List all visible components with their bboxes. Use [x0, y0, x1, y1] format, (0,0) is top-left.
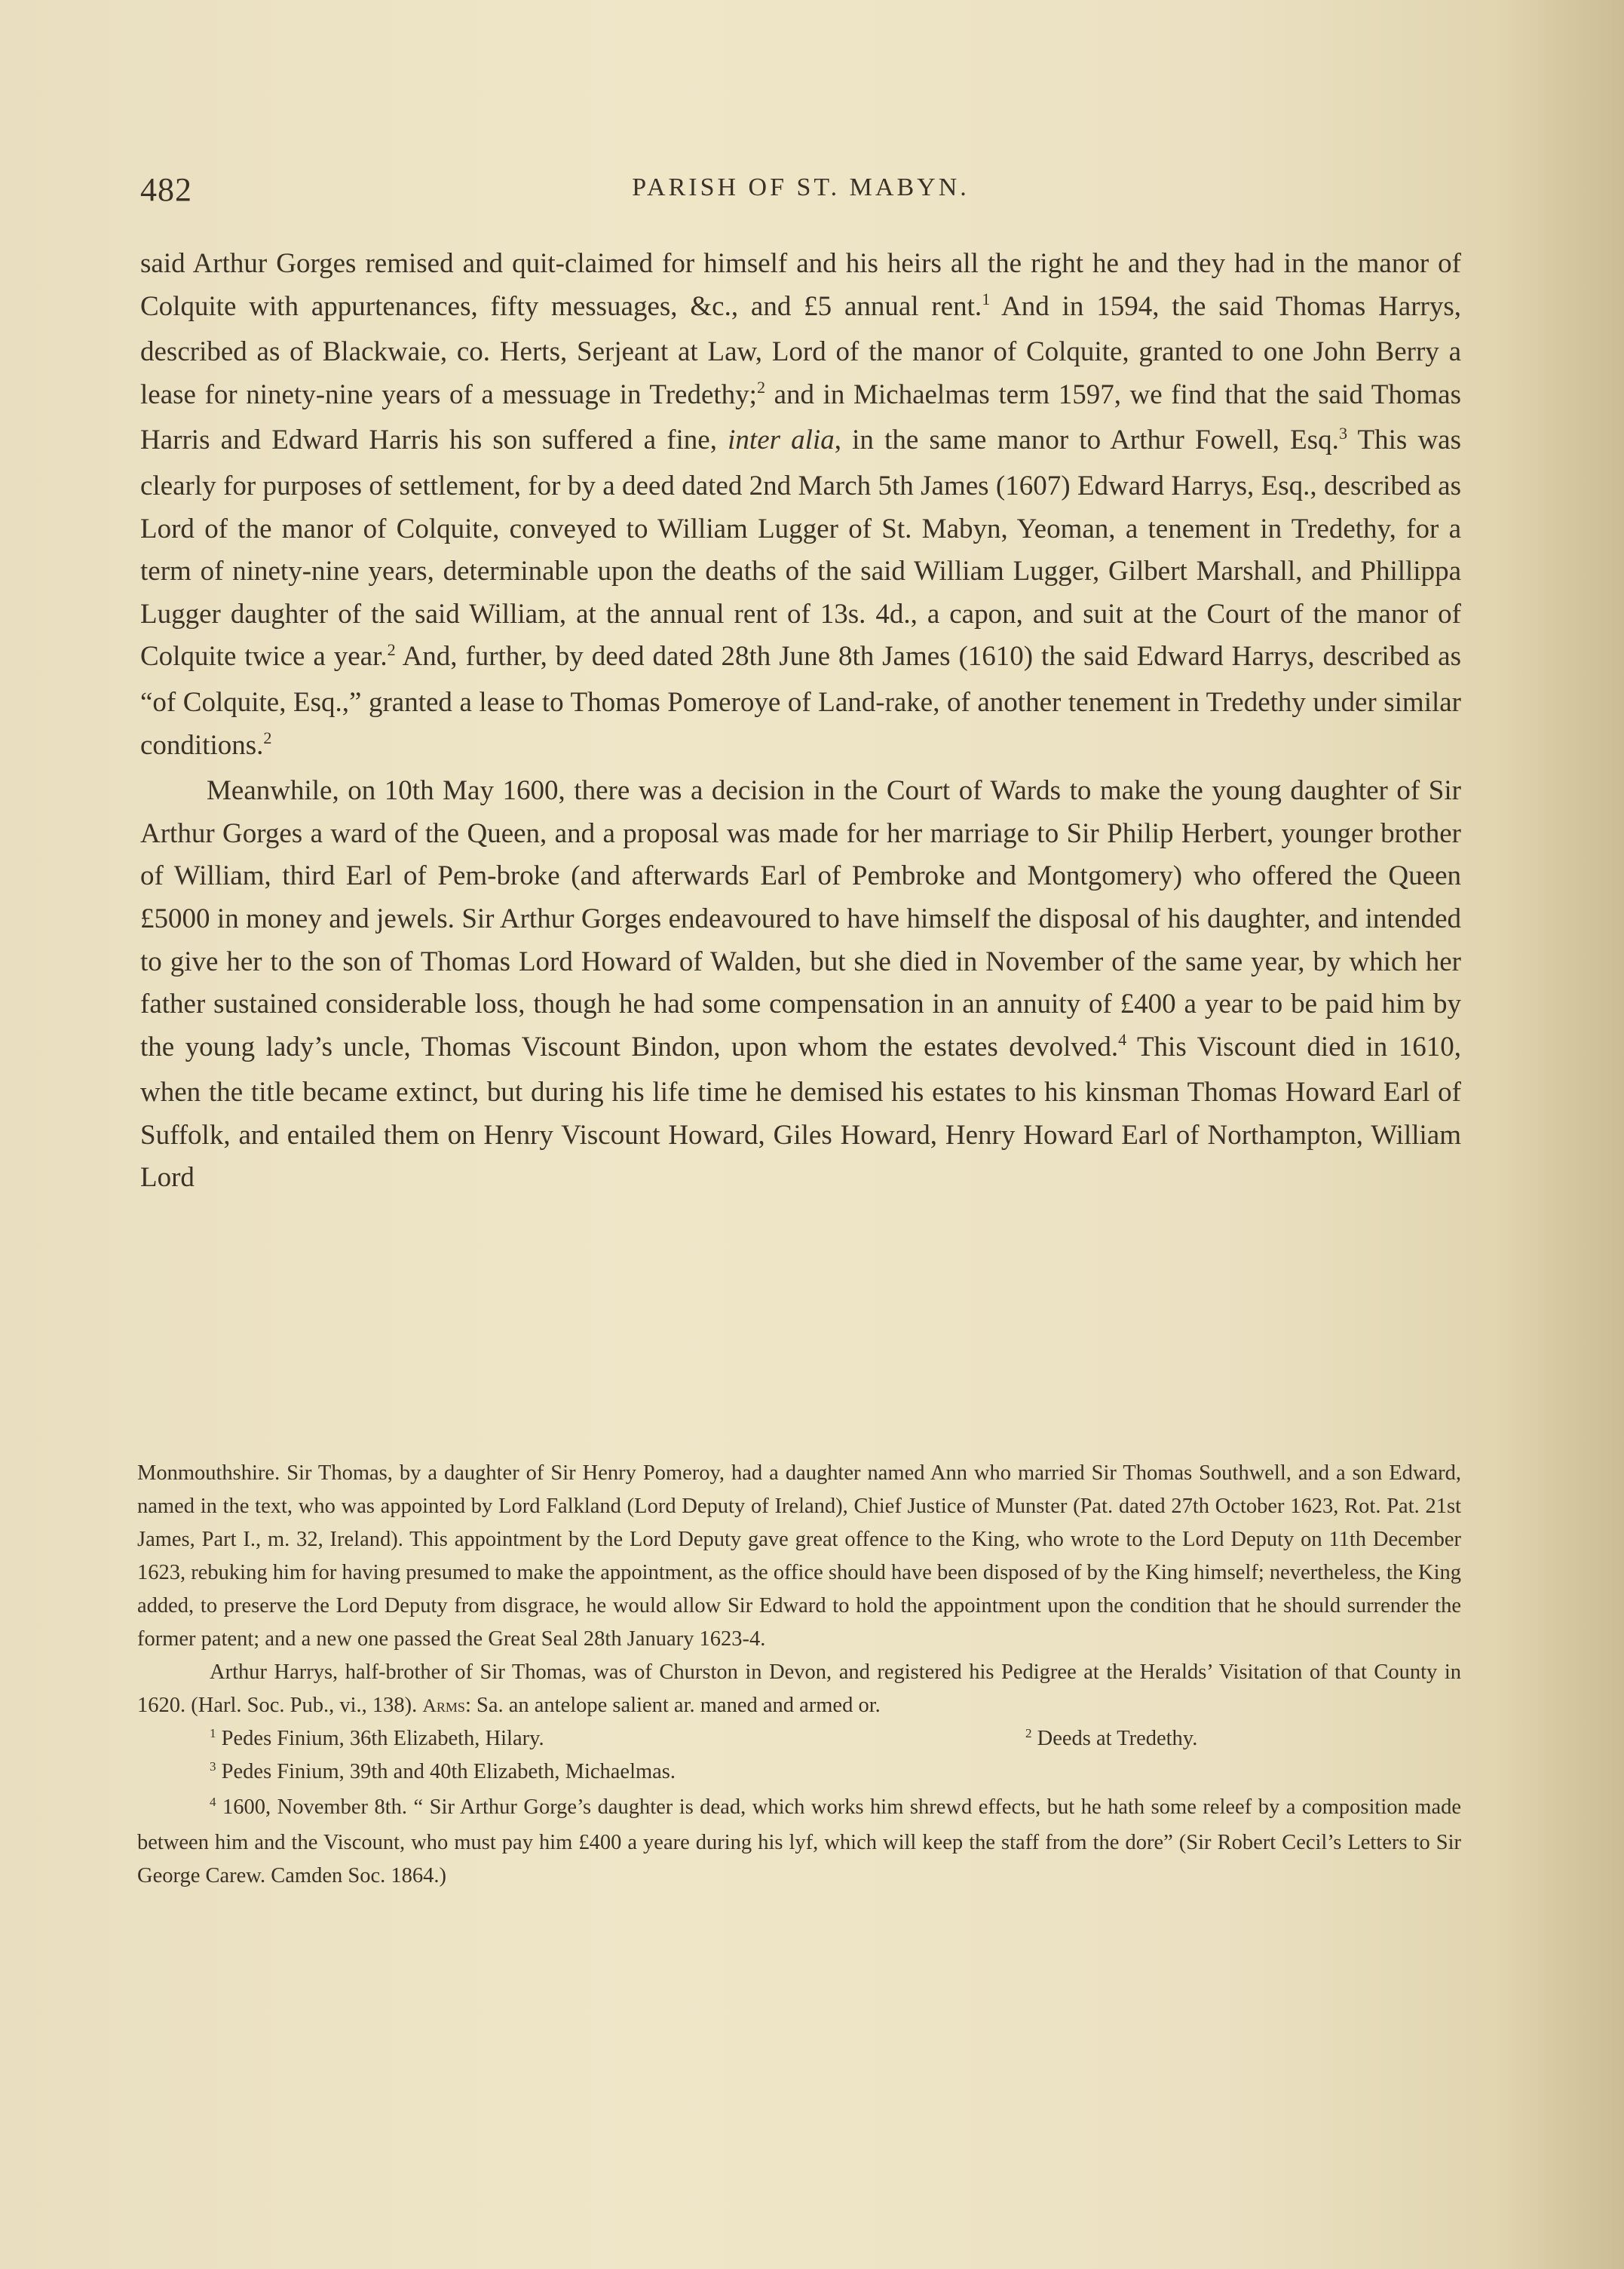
- footnote-mark: 4: [210, 1794, 216, 1809]
- body-text: [140, 243, 1461, 1200]
- footnote-mark: 2: [1025, 1725, 1032, 1740]
- footnote-ref: 2: [387, 640, 396, 660]
- text-run: And, further, by deed dated 28th June 8th James (1610) the said Edward Harrys, described as “of Colquite, Esq.,” granted a lease to Thomas Pomeroye of Land-rake, of another tenement in Tredethy under similar conditions.: [140, 641, 1461, 761]
- paragraph-1: [140, 243, 1461, 770]
- footnote-ref: 1: [982, 290, 991, 309]
- footnote-ref: 4: [1118, 1030, 1127, 1050]
- footnote-mark: 1: [210, 1725, 216, 1740]
- footnotes: [137, 1457, 1461, 1893]
- page-number: 482: [140, 171, 192, 208]
- footnote-ref: 2: [756, 378, 766, 397]
- footnote-ref: 3: [1338, 424, 1348, 443]
- text-run: said Arthur Gorges remised and quit-claimed for himself and his heirs all the right he and they had in the manor of Colquite with appurtenances, fifty messuages, &c., and £5 annual rent.: [140, 248, 1461, 322]
- footnote-ref: 2: [263, 728, 272, 748]
- arms-label: Arms: [422, 1694, 465, 1716]
- footnote-2: [1025, 1722, 1197, 1758]
- text-run: : Sa. an antelope salient ar. maned and armed or.: [464, 1694, 881, 1717]
- running-head: [140, 170, 1461, 216]
- page-edge-shadow: [1496, 0, 1624, 2269]
- text-run: This Viscount died in 1610, when the title became extinct, but during his life time he demised his estates to his kinsman Thomas Howard Earl of Suffolk, and entailed them on Henry Viscount Howard, Giles Howard, Henry Howard Earl of Northampton, William Lord: [140, 1031, 1461, 1194]
- footnote-text: 1600, November 8th. “ Sir Arthur Gorge’s daughter is dead, which works him shrewd effects, but he hath some releef by a composition made between him and the Viscount, who must pay him £400 a yeare during his lyf, which will keep the staff from the dore” (Sir Robert Cecil’s Letters to Sir George Carew. Camden Soc. 1864.): [137, 1795, 1461, 1887]
- italic-phrase: inter alia: [728, 425, 835, 456]
- text-run: This was clearly for purposes of settlement, for by a deed dated 2nd March 5th James (1607) Edward Harrys, Esq., described as Lord of the manor of Colquite, conveyed to William Lugger of St. Mabyn, Yeoman, a tenement in Tredethy, for a term of ninety-nine years, determinable upon the deaths of the said William Lugger, Gilbert Marshall, and Phillippa Lugger daughter of the said William, at the annual rent of 13s. 4d., a capon, and suit at the Court of the manor of Colquite twice a year.: [140, 425, 1461, 673]
- footnote-4: [137, 1791, 1461, 1893]
- footnote-text: Pedes Finium, 39th and 40th Elizabeth, Michaelmas.: [216, 1760, 676, 1783]
- page-title: PARISH OF ST. MABYN.: [632, 173, 970, 201]
- text-run: , in the same manor to Arthur Fowell, Esq.: [834, 425, 1339, 456]
- footnote-3: [137, 1755, 1461, 1791]
- footnote-arthur-harrys: [137, 1656, 1461, 1722]
- footnote-row-1-2: [137, 1722, 1461, 1755]
- text-run: Arthur Harrys, half-brother of Sir Thomas, was of Churston in Devon, and registered his Pedigree at the Heralds’ Visitation of that County in 1620. (Harl. Soc. Pub., vi., 138).: [137, 1660, 1461, 1717]
- footnote-text: Pedes Finium, 36th Elizabeth, Hilary.: [216, 1727, 544, 1750]
- footnote-1: [210, 1722, 544, 1758]
- text-run: and in Michaelmas term 1597, we find that the said Thomas Harris and Edward Harris his son suffered a fine,: [140, 379, 1461, 456]
- text-run: Meanwhile, on 10th May 1600, there was a decision in the Court of Wards to make the young daughter of Sir Arthur Gorges a ward of the Queen, and a proposal was made for her marriage to Sir Philip Herbert, younger brother of William, third Earl of Pem-broke (and afterwards Earl of Pembroke and Montgomery) who offered the Queen £5000 in money and jewels. Sir Arthur Gorges endeavoured to have himself the disposal of his daughter, and intended to give her to the son of Thomas Lord Howard of Walden, but she died in November of the same year, by which her father sustained considerable loss, though he had some compensation in an annuity of £400 a year to be paid him by the young lady’s uncle, Thomas Viscount Bindon, upon whom the estates devolved.: [140, 775, 1461, 1062]
- footnote-continued: Monmouthshire. Sir Thomas, by a daughter of Sir Henry Pomeroy, had a daughter named Ann who married Sir Thomas Southwell, and a son Edward, named in the text, who was appointed by Lord Falkland (Lord Deputy of Ireland), Chief Justice of Munster (Pat. dated 27th October 1623, Rot. Pat. 21st James, Part I., m. 32, Ireland). This appointment by the Lord Deputy gave great offence to the King, who wrote to the Lord Deputy on 11th December 1623, rebuking him for having presumed to make the appointment, as the office should have been disposed of by the King himself; nevertheless, the King added, to preserve the Lord Deputy from disgrace, he would allow Sir Edward to hold the appointment upon the condition that he should surrender the former patent; and a new one passed the Great Seal 28th January 1623-4.: [137, 1461, 1461, 1651]
- text-run: And in 1594, the said Thomas Harrys, described as of Blackwaie, co. Herts, Serjeant at Law, Lord of the manor of Colquite, granted to one John Berry a lease for ninety-nine years of a messuage in Tredethy;: [140, 290, 1461, 410]
- footnote-mark: 3: [210, 1758, 216, 1774]
- paragraph-2: [140, 770, 1461, 1200]
- footnote-text: Deeds at Tredethy.: [1031, 1727, 1198, 1750]
